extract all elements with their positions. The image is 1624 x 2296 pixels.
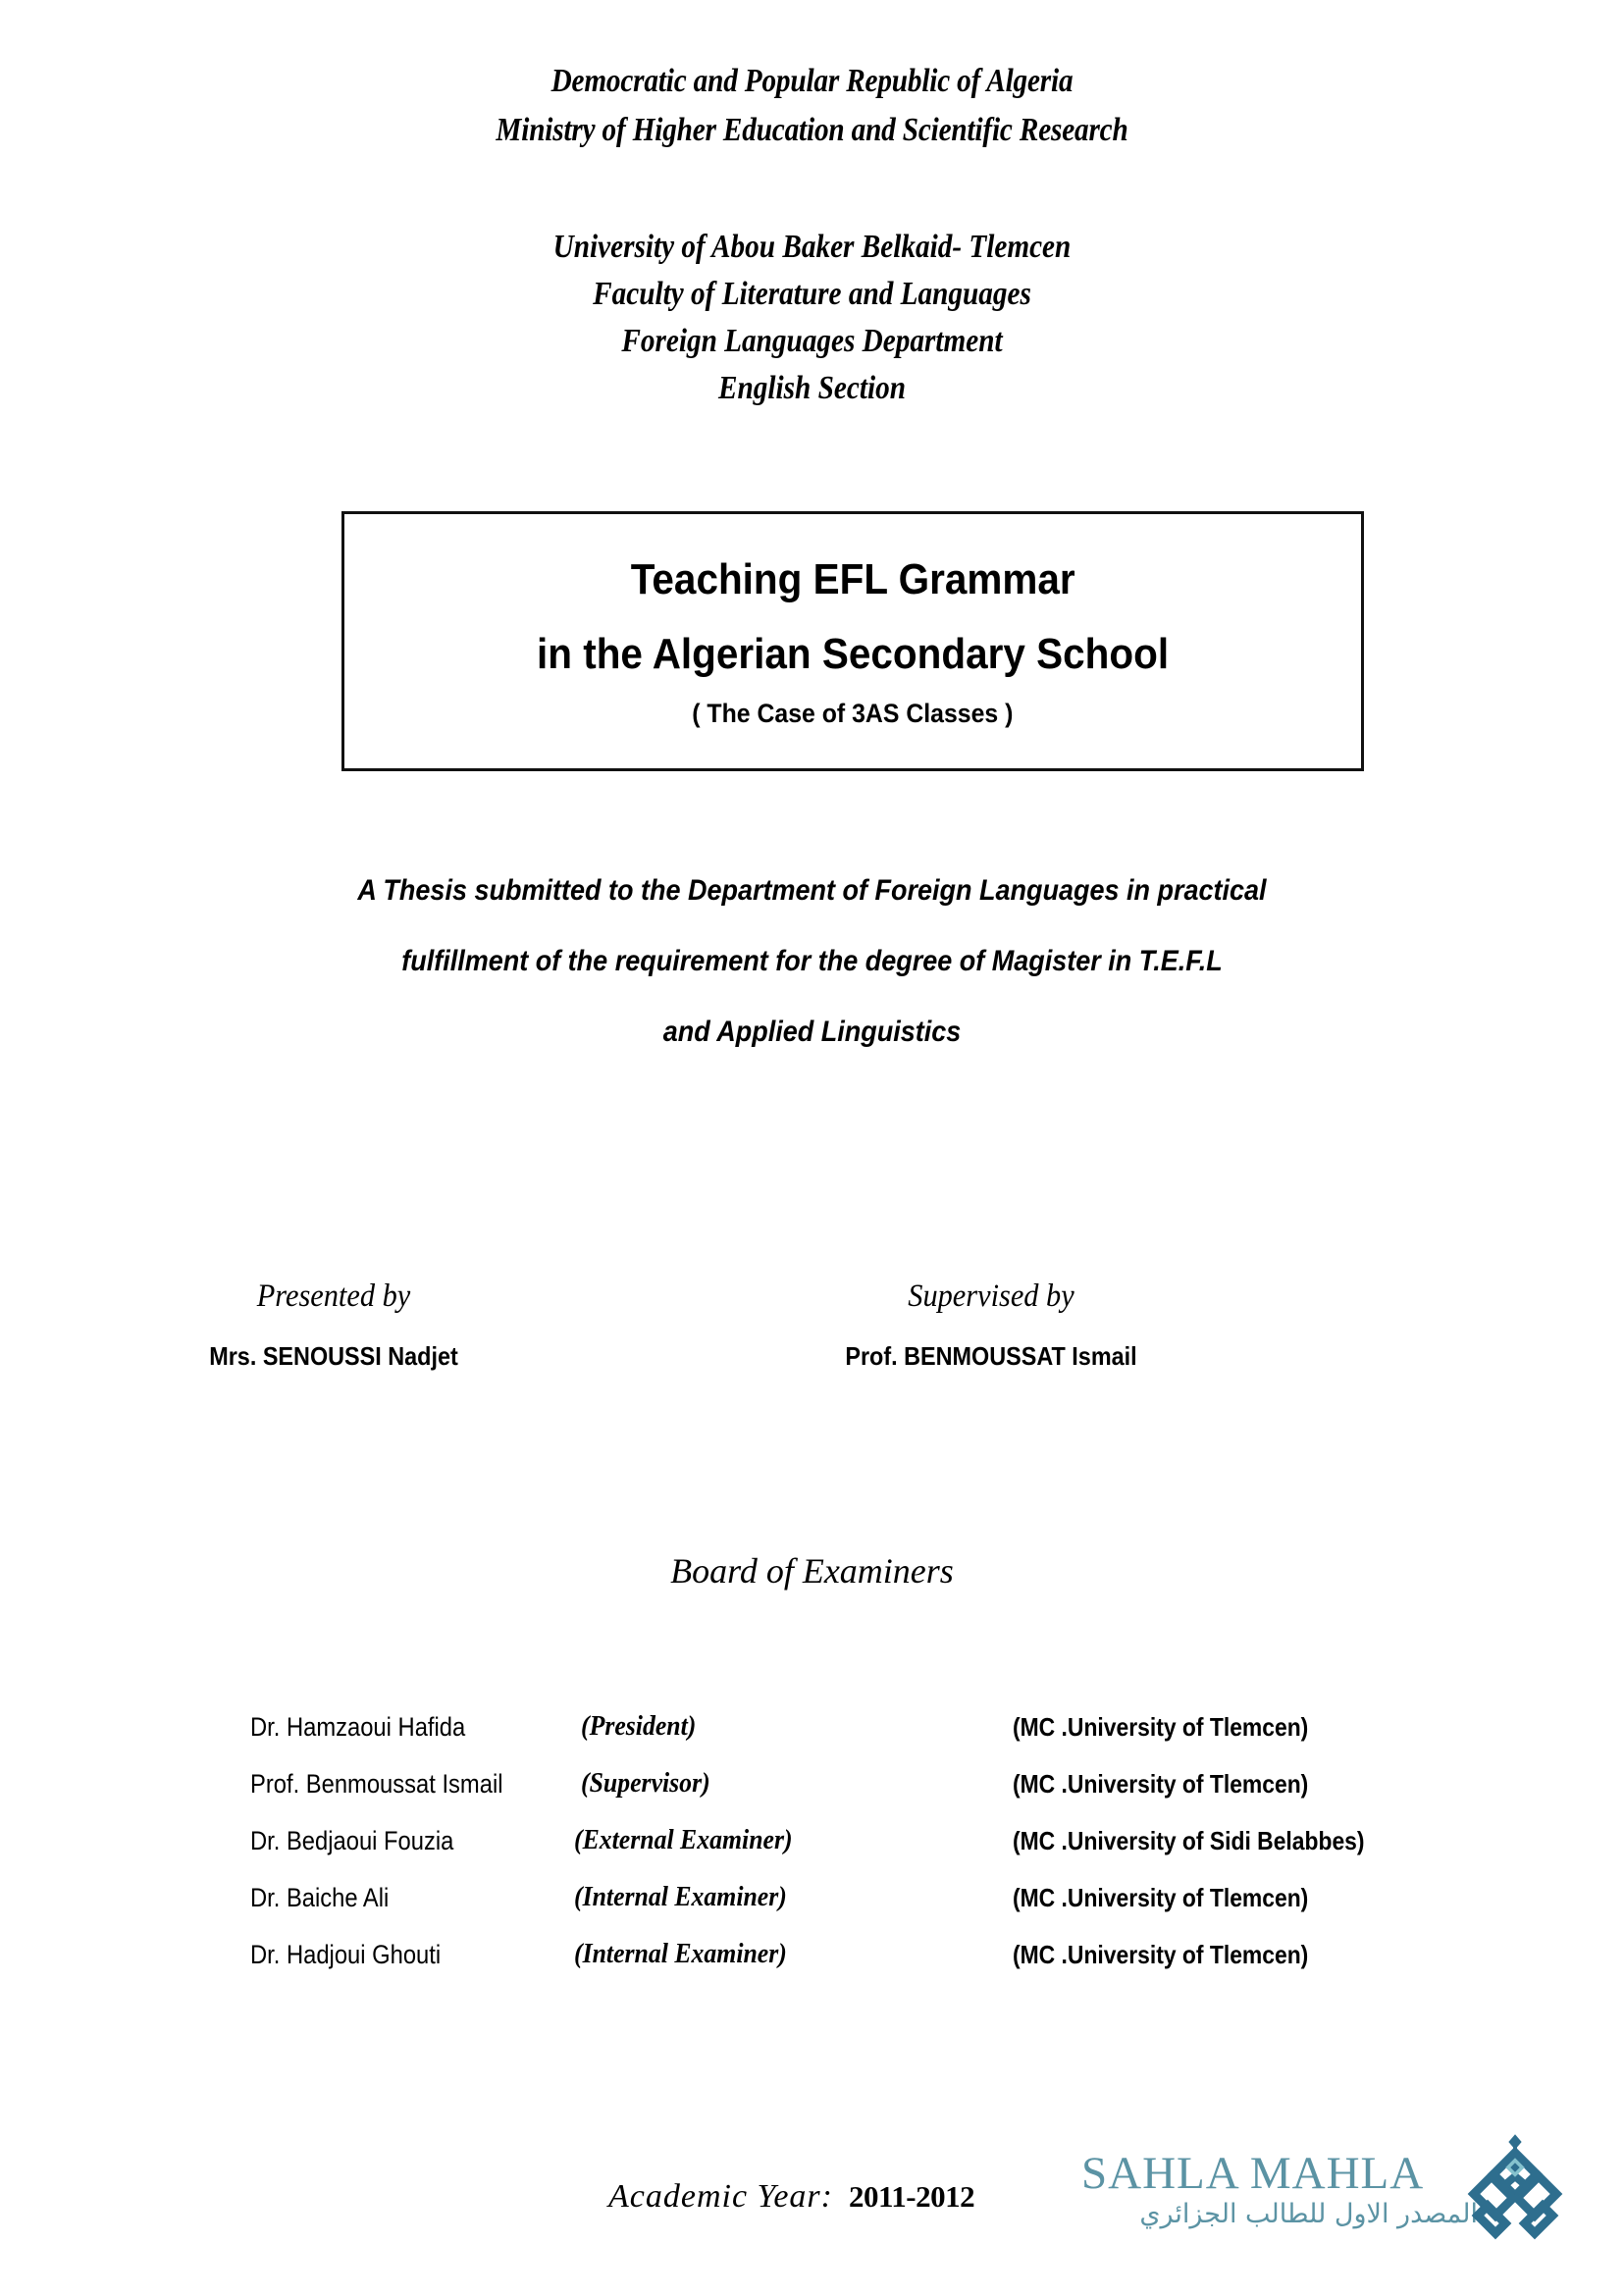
examiner-name: Prof. Benmoussat Ismail: [250, 1769, 503, 1799]
presented-by-label: Presented by: [256, 1278, 411, 1314]
institution-line-department: Foreign Languages Department: [621, 323, 1003, 359]
supervised-by-column: [746, 1276, 1236, 1373]
examiner-row: [0, 1707, 1624, 1764]
examiner-name: Dr. Bedjaoui Fouzia: [250, 1826, 454, 1855]
examiner-name: Dr. Hamzaoui Hafida: [250, 1712, 466, 1742]
country-ministry-header: [0, 57, 1624, 155]
thesis-statement-line3: and Applied Linguistics: [662, 1016, 962, 1048]
presented-by-column: [118, 1276, 550, 1373]
examiner-row: [0, 1821, 1624, 1878]
examiner-role: (Internal Examiner): [574, 1882, 787, 1912]
institution-line-section: English Section: [718, 370, 906, 406]
supervised-by-label: Supervised by: [908, 1278, 1074, 1314]
examiner-role: (President): [581, 1711, 697, 1742]
examiner-role: (Supervisor): [581, 1768, 710, 1799]
examiner-name: Dr. Hadjoui Ghouti: [250, 1940, 442, 1969]
examiner-role: (External Examiner): [574, 1825, 793, 1855]
presented-by-name: Mrs. SENOUSSI Nadjet: [209, 1341, 458, 1371]
academic-year: [608, 2175, 974, 2218]
examiner-row: [0, 1764, 1624, 1821]
examiner-institution: (MC .University of Tlemcen): [1013, 1940, 1309, 1969]
board-of-examiners-list: [0, 1707, 1624, 1992]
thesis-title-subtitle: ( The Case of 3AS Classes ): [692, 698, 1014, 728]
institution-line-university: University of Abou Baker Belkaid- Tlemcen: [552, 229, 1072, 265]
header-line-country: Democratic and Popular Republic of Algeria: [550, 63, 1074, 99]
academic-year-value: 2011-2012: [848, 2179, 975, 2214]
examiner-role: (Internal Examiner): [574, 1939, 787, 1969]
examiner-row: [0, 1878, 1624, 1935]
sahla-mahla-emblem-icon: [1462, 2133, 1568, 2243]
examiner-institution: (MC .University of Tlemcen): [1013, 1712, 1309, 1742]
institution-header: [0, 224, 1624, 412]
board-of-examiners-heading: Board of Examiners: [670, 1551, 954, 1591]
thesis-statement-line1: A Thesis submitted to the Department of Foreign Languages in practical: [357, 874, 1267, 907]
thesis-statement: [0, 856, 1624, 1068]
thesis-title-line2: in the Algerian Secondary School: [536, 629, 1170, 678]
header-line-ministry: Ministry of Higher Education and Scientific Research: [496, 112, 1128, 148]
academic-year-label: Academic Year:: [608, 2178, 833, 2215]
examiner-institution: (MC .University of Sidi Belabbes): [1013, 1826, 1365, 1855]
examiner-row: [0, 1935, 1624, 1992]
credits-section: [0, 1276, 1624, 1403]
examiner-institution: (MC .University of Tlemcen): [1013, 1769, 1309, 1799]
thesis-title-box: [341, 511, 1364, 771]
supervised-by-name: Prof. BENMOUSSAT Ismail: [845, 1341, 1137, 1371]
sahla-mahla-watermark: [1077, 2137, 1568, 2265]
thesis-title-line1: Teaching EFL Grammar: [630, 554, 1075, 603]
institution-line-faculty: Faculty of Literature and Languages: [593, 276, 1031, 312]
sahla-mahla-wordmark: SAHLA MAHLA: [1081, 2148, 1425, 2199]
examiner-name: Dr. Baiche Ali: [250, 1883, 390, 1912]
sahla-mahla-arabic-tagline: المصدر الاول للطالب الجزائري: [1139, 2199, 1478, 2229]
thesis-statement-line2: fulfillment of the requirement for the degree of Magister in T.E.F.L: [401, 945, 1223, 977]
examiner-institution: (MC .University of Tlemcen): [1013, 1883, 1309, 1912]
